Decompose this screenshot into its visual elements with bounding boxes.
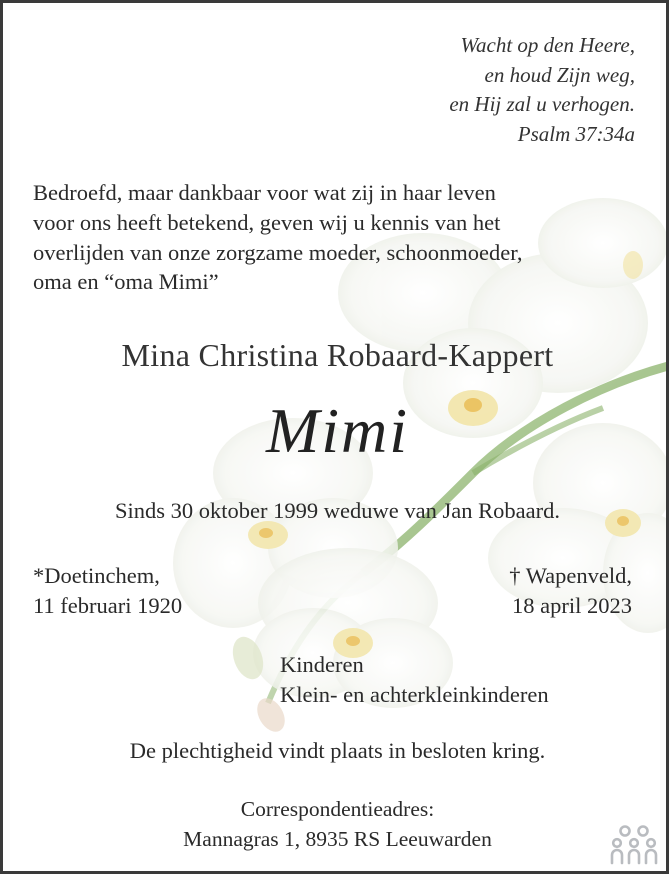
deceased-full-name: Mina Christina Robaard-Kappert (121, 337, 554, 373)
correspondence-address (3, 794, 669, 854)
verse-reference: Psalm 37:34a (517, 121, 635, 146)
birth-info (33, 561, 182, 621)
announcement-text (33, 178, 653, 297)
psalm-verse (449, 31, 635, 149)
death-place: † Wapenveld, (509, 563, 632, 588)
widow-line: Sinds 30 oktober 1999 weduwe van Jan Robaard. (115, 498, 560, 523)
verse-line: en houd Zijn weg, (484, 62, 635, 87)
death-date: 18 april 2023 (512, 593, 632, 618)
correspondence-label: Correspondentieadres: (240, 797, 435, 821)
deceased-nickname: Mimi (265, 395, 410, 466)
announcement-line: oma en “oma Mimi” (33, 269, 219, 295)
announcement-line: overlijden van onze zorgzame moeder, schoonmoeder, (33, 239, 523, 265)
birth-date: 11 februari 1920 (33, 593, 183, 618)
ceremony-note: De plechtigheid vindt plaats in besloten kring. (129, 738, 546, 763)
birth-place: *Doetinchem, (33, 563, 160, 588)
verse-line: en Hij zal u verhogen. (449, 92, 635, 116)
family-people-icon (609, 823, 659, 865)
family-line: Klein- en achterkleinkinderen (280, 682, 549, 707)
announcement-line: Bedroefd, maar dankbaar voor wat zij in haar leven (33, 180, 496, 205)
death-info (509, 561, 632, 621)
family-list (280, 650, 549, 710)
verse-line: Wacht op den Heere, (460, 33, 635, 57)
correspondence-address-line: Mannagras 1, 8935 RS Leeuwarden (183, 827, 492, 851)
family-line: Kinderen (280, 652, 364, 677)
announcement-line: voor ons heeft betekend, geven wij u kennis van het (33, 209, 501, 235)
